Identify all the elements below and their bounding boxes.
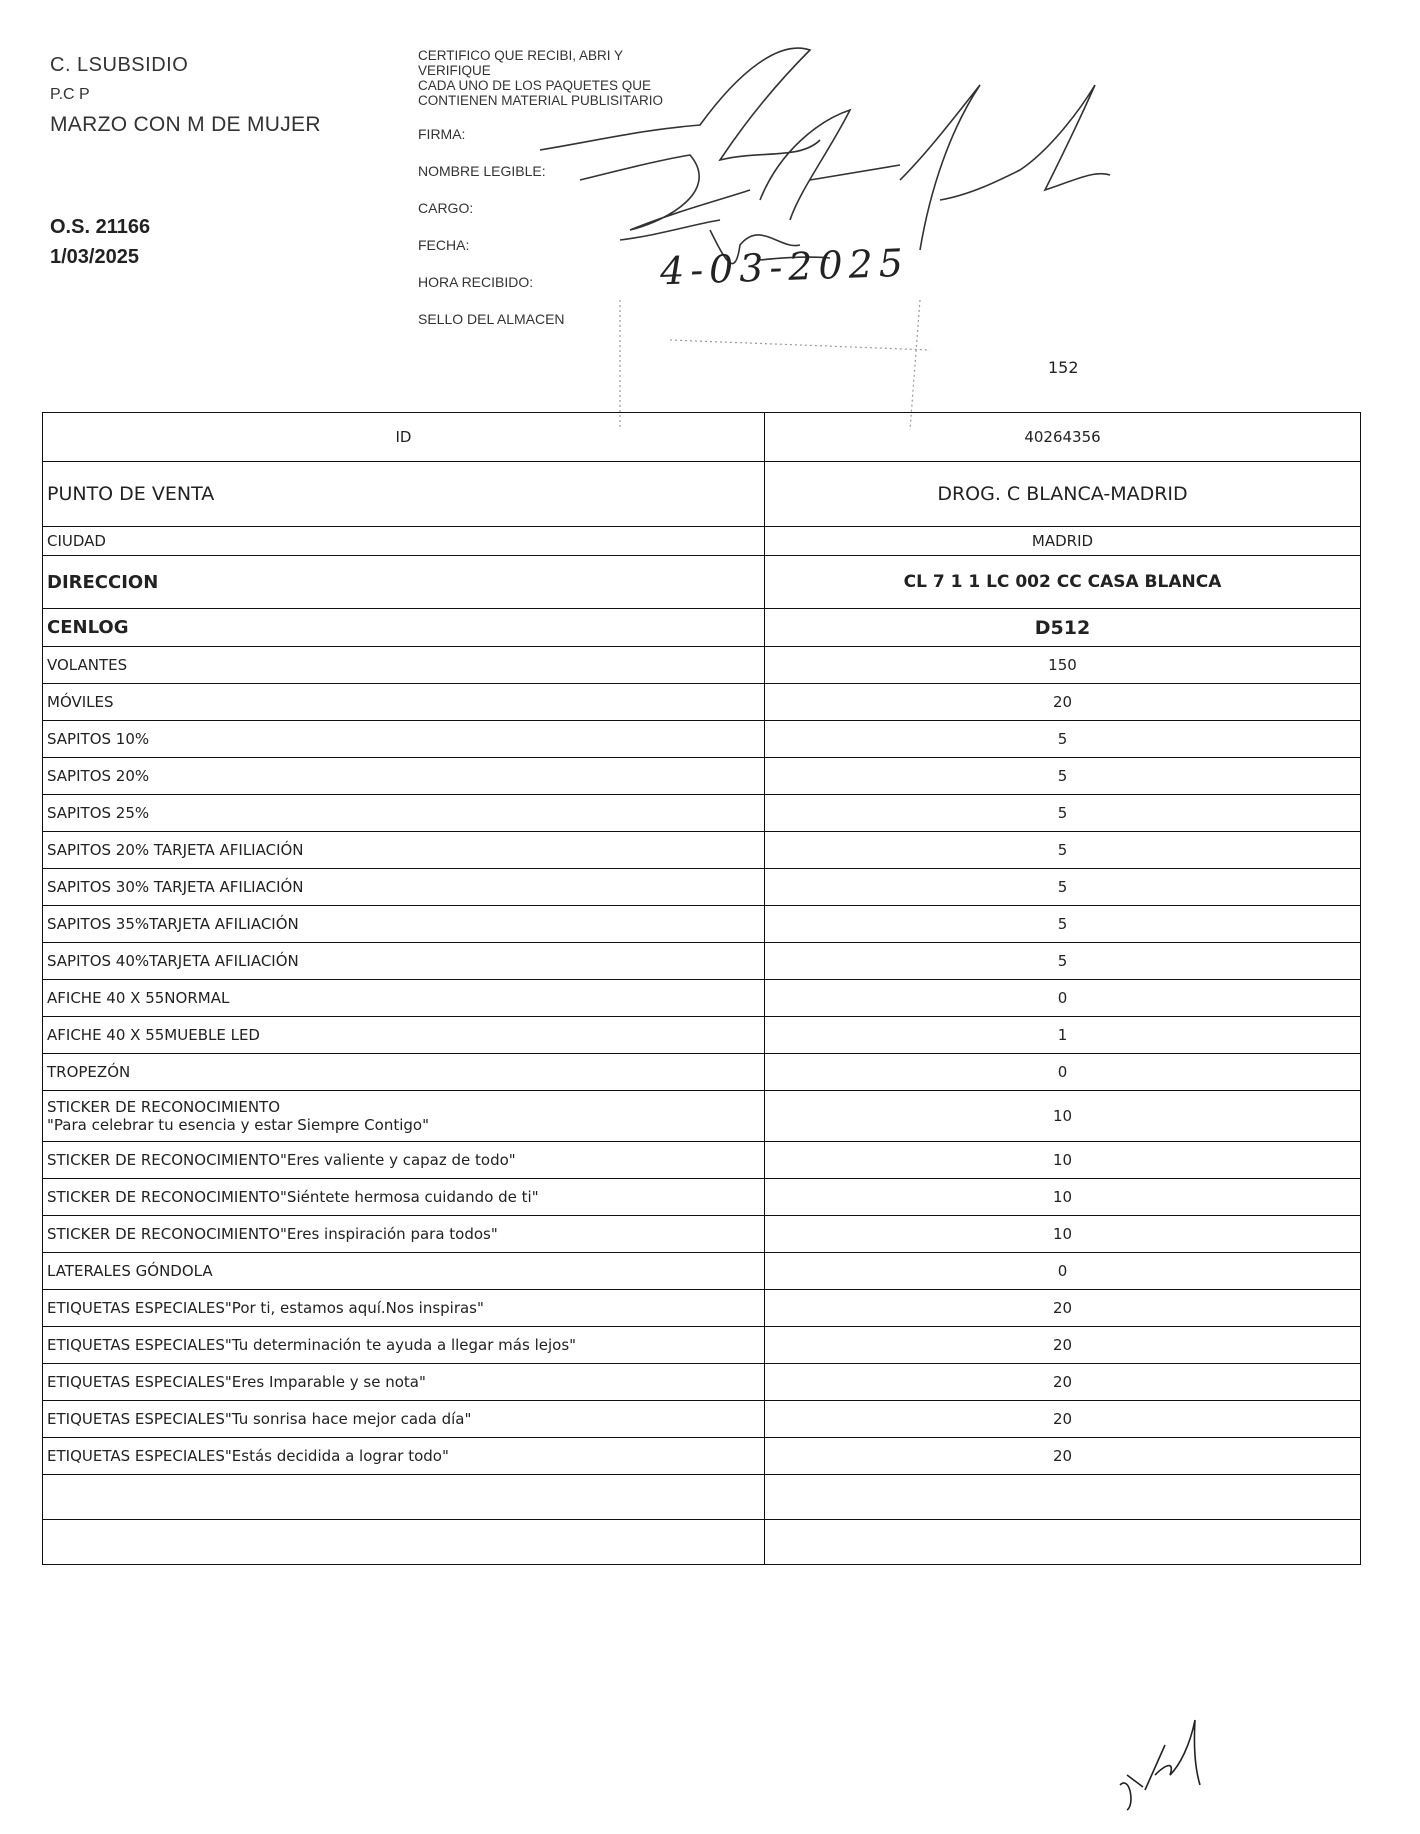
empty-cell [43, 1520, 765, 1565]
item-label: ETIQUETAS ESPECIALES"Eres Imparable y se nota" [43, 1364, 765, 1401]
item-qty: 20 [765, 684, 1361, 721]
table-row-empty [43, 1475, 1361, 1520]
table-row [43, 1253, 1361, 1290]
item-qty: 0 [765, 1054, 1361, 1091]
item-qty: 5 [765, 721, 1361, 758]
page-number: 152 [1048, 358, 1079, 377]
certification-block [418, 48, 738, 346]
table-row [43, 980, 1361, 1017]
campaign-name: MARZO CON M DE MUJER [50, 113, 321, 136]
item-qty: 20 [765, 1401, 1361, 1438]
table-row-cenlog [43, 609, 1361, 647]
fecha-label: FECHA: [418, 237, 470, 253]
item-qty: 5 [765, 832, 1361, 869]
item-label: SAPITOS 20% TARJETA AFILIACIÓN [43, 832, 765, 869]
table-row-id [43, 413, 1361, 462]
item-qty: 20 [765, 1290, 1361, 1327]
cargo-label: CARGO: [418, 200, 474, 216]
client-name: C. LSUBSIDIO [50, 54, 189, 76]
item-qty: 10 [765, 1216, 1361, 1253]
table-row [43, 943, 1361, 980]
item-label: ETIQUETAS ESPECIALES"Tu sonrisa hace mejor cada día" [43, 1401, 765, 1438]
table-row [43, 1364, 1361, 1401]
item-qty: 5 [765, 906, 1361, 943]
table-row [43, 1216, 1361, 1253]
item-qty: 0 [765, 1253, 1361, 1290]
item-label: SAPITOS 40%TARJETA AFILIACIÓN [43, 943, 765, 980]
statement-line: VERIFIQUE [418, 63, 491, 78]
table-row [43, 1091, 1361, 1142]
item-label: SAPITOS 25% [43, 795, 765, 832]
id-label: ID [43, 413, 765, 462]
footer-initials [1115, 1715, 1225, 1815]
item-label-line1: STICKER DE RECONOCIMIENTO [47, 1098, 281, 1116]
certification-statement [418, 48, 738, 108]
order-date: 1/03/2025 [50, 246, 139, 268]
order-info [50, 212, 150, 272]
id-value: 40264356 [765, 413, 1361, 462]
empty-cell [765, 1475, 1361, 1520]
item-qty: 5 [765, 869, 1361, 906]
item-label: SAPITOS 20% [43, 758, 765, 795]
punto-de-venta-label: PUNTO DE VENTA [43, 462, 765, 527]
item-qty: 150 [765, 647, 1361, 684]
item-label-line2: "Para celebrar tu esencia y estar Siempre Contigo" [47, 1116, 429, 1134]
table-row [43, 1179, 1361, 1216]
sello-almacen-label: SELLO DEL ALMACEN [418, 311, 565, 327]
item-qty: 20 [765, 1438, 1361, 1475]
table-row [43, 684, 1361, 721]
table-row-direccion [43, 556, 1361, 609]
item-label: STICKER DE RECONOCIMIENTO"Eres inspiración para todos" [43, 1216, 765, 1253]
material-delivery-table [42, 412, 1361, 1565]
table-row-ciudad [43, 527, 1361, 556]
item-qty: 5 [765, 795, 1361, 832]
table-row-punto-de-venta [43, 462, 1361, 527]
table-row [43, 795, 1361, 832]
table-row [43, 758, 1361, 795]
item-label [43, 1091, 765, 1142]
item-qty: 5 [765, 943, 1361, 980]
item-label: SAPITOS 30% TARJETA AFILIACIÓN [43, 869, 765, 906]
cenlog-label: CENLOG [43, 609, 765, 647]
empty-cell [765, 1520, 1361, 1565]
item-qty: 20 [765, 1327, 1361, 1364]
ciudad-value: MADRID [765, 527, 1361, 556]
item-label: ETIQUETAS ESPECIALES"Por ti, estamos aquí.Nos inspiras" [43, 1290, 765, 1327]
item-qty: 5 [765, 758, 1361, 795]
cenlog-value: D512 [765, 609, 1361, 647]
table-row [43, 1290, 1361, 1327]
table-row [43, 906, 1361, 943]
item-label: MÓVILES [43, 684, 765, 721]
empty-cell [43, 1475, 765, 1520]
table-row [43, 721, 1361, 758]
item-label: STICKER DE RECONOCIMIENTO"Siéntete hermosa cuidando de ti" [43, 1179, 765, 1216]
item-label: SAPITOS 10% [43, 721, 765, 758]
hora-recibido-label: HORA RECIBIDO: [418, 274, 534, 290]
item-label: AFICHE 40 X 55MUEBLE LED [43, 1017, 765, 1054]
ciudad-label: CIUDAD [43, 527, 765, 556]
firma-label: FIRMA: [418, 126, 466, 142]
direccion-value: CL 7 1 1 LC 002 CC CASA BLANCA [765, 556, 1361, 609]
table-row-empty [43, 1520, 1361, 1565]
client-code: P.C P [50, 86, 90, 103]
table-row [43, 1054, 1361, 1091]
table-row [43, 647, 1361, 684]
table-row [43, 1438, 1361, 1475]
table-row [43, 1327, 1361, 1364]
table-row [43, 1142, 1361, 1179]
statement-line: CERTIFICO QUE RECIBI, ABRI Y [418, 48, 624, 63]
item-qty: 1 [765, 1017, 1361, 1054]
table-row [43, 832, 1361, 869]
item-label: ETIQUETAS ESPECIALES"Estás decidida a lograr todo" [43, 1438, 765, 1475]
statement-line: CADA UNO DE LOS PAQUETES QUE [418, 78, 652, 93]
item-label: SAPITOS 35%TARJETA AFILIACIÓN [43, 906, 765, 943]
direccion-label: DIRECCION [43, 556, 765, 609]
item-qty: 10 [765, 1179, 1361, 1216]
item-qty: 0 [765, 980, 1361, 1017]
order-number: O.S. 21166 [50, 216, 151, 238]
statement-line: CONTIENEN MATERIAL PUBLISITARIO [418, 93, 664, 108]
item-label: VOLANTES [43, 647, 765, 684]
item-label: TROPEZÓN [43, 1054, 765, 1091]
nombre-legible-label: NOMBRE LEGIBLE: [418, 163, 546, 179]
table-row [43, 1017, 1361, 1054]
item-label: STICKER DE RECONOCIMIENTO"Eres valiente y capaz de todo" [43, 1142, 765, 1179]
item-qty: 10 [765, 1142, 1361, 1179]
item-label: AFICHE 40 X 55NORMAL [43, 980, 765, 1017]
item-label: LATERALES GÓNDOLA [43, 1253, 765, 1290]
punto-de-venta-value: DROG. C BLANCA-MADRID [765, 462, 1361, 527]
table-row [43, 869, 1361, 906]
campaign-header [50, 50, 321, 140]
item-qty: 20 [765, 1364, 1361, 1401]
handwritten-date: 4-03-2025 [659, 240, 910, 294]
table-row [43, 1401, 1361, 1438]
item-label: ETIQUETAS ESPECIALES"Tu determinación te ayuda a llegar más lejos" [43, 1327, 765, 1364]
item-qty: 10 [765, 1091, 1361, 1142]
